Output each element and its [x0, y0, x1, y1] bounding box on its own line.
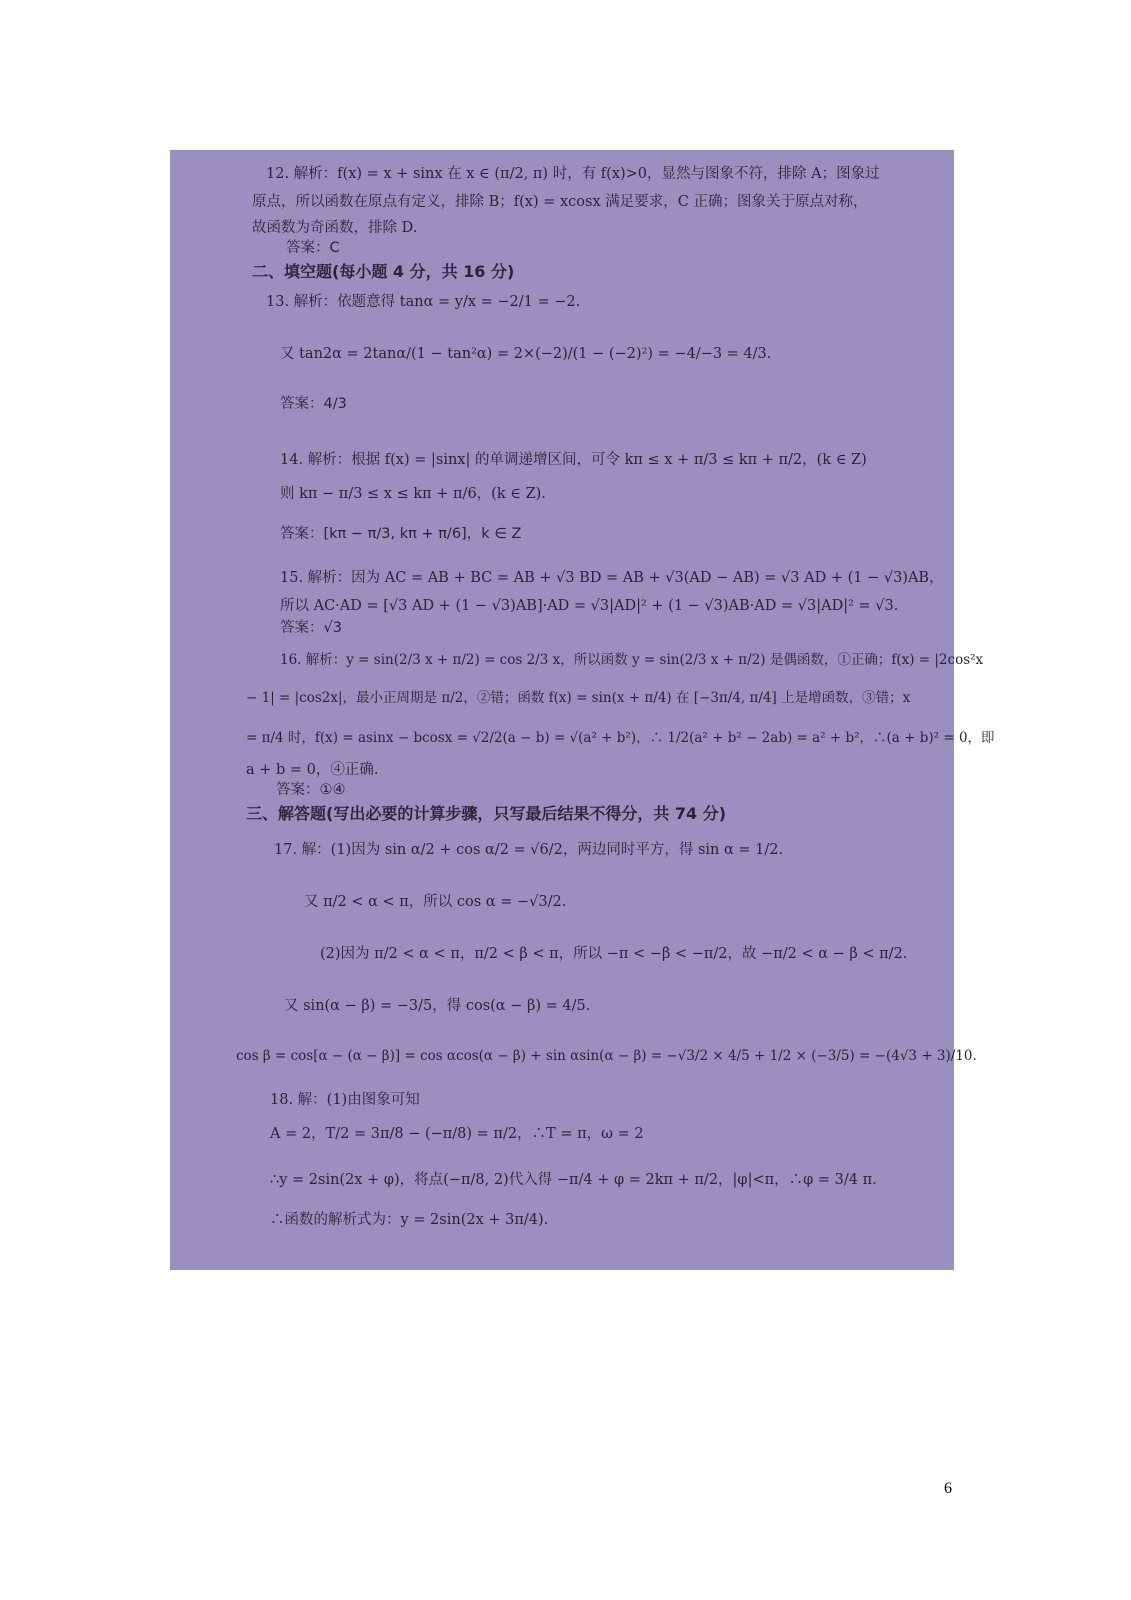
page-number: 6	[944, 1480, 952, 1497]
text-line: 故函数为奇函数，排除 D.	[252, 220, 418, 236]
section-heading: 二、填空题(每小题 4 分，共 16 分)	[252, 262, 515, 281]
answer: 答案：[kπ − π/3, kπ + π/6]，k ∈ Z	[280, 526, 522, 542]
text-line: A = 2，T/2 = 3π/8 − (−π/8) = π/2，∴T = π，ω = 2	[270, 1126, 644, 1142]
scanned-photo	[170, 150, 995, 1270]
text-line: 16. 解析：y = sin(2/3 x + π/2) = cos 2/3 x，所以函数 y = sin(2/3 x + π/2) 是偶函数，①正确；f(x) = |2cos²x	[280, 652, 984, 668]
text-line: = π/4 时，f(x) = asinx − bcosx = √2/2(a − b) = √(a² + b²)，∴ 1/2(a² + b² − 2ab) = a² + b²，∴(a + b)² = 0，即	[246, 730, 995, 746]
text-line: 14. 解析：根据 f(x) = |sinx| 的单调递增区间，可令 kπ ≤ x + π/3 ≤ kπ + π/2，(k ∈ Z)	[280, 452, 867, 468]
answer: 答案：√3	[280, 620, 342, 636]
text-line: (2)因为 π/2 < α < π，π/2 < β < π，所以 −π < −β < −π/2，故 −π/2 < α − β < π/2.	[320, 946, 908, 962]
text-line: 原点，所以函数在原点有定义，排除 B；f(x) = xcosx 满足要求，C 正确；图象关于原点对称，	[252, 194, 868, 210]
text-line: 17. 解：(1)因为 sin α/2 + cos α/2 = √6/2，两边同时平方，得 sin α = 1/2.	[274, 842, 784, 858]
text-line: 13. 解析：依题意得 tanα = y/x = −2/1 = −2.	[266, 294, 581, 310]
answer: 答案：①④	[276, 782, 346, 798]
section-heading: 三、解答题(写出必要的计算步骤，只写最后结果不得分，共 74 分)	[246, 804, 727, 823]
answer: 答案：4/3	[280, 396, 347, 412]
text-line: 又 tan2α = 2tanα/(1 − tan²α) = 2×(−2)/(1 − (−2)²) = −4/−3 = 4/3.	[280, 346, 772, 362]
text-line: 又 sin(α − β) = −3/5，得 cos(α − β) = 4/5.	[284, 998, 591, 1014]
text-line: 则 kπ − π/3 ≤ x ≤ kπ + π/6，(k ∈ Z).	[280, 486, 546, 502]
text-line: 18. 解：(1)由图象可知	[270, 1092, 420, 1108]
text-line: 15. 解析：因为 AC = AB + BC = AB + √3 BD = AB + √3(AD − AB) = √3 AD + (1 − √3)AB，	[280, 570, 944, 586]
text-line: a + b = 0，④正确.	[246, 762, 379, 778]
text-line: − 1| = |cos2x|，最小正周期是 π/2，②错；函数 f(x) = sin(x + π/4) 在 [−3π/4, π/4] 上是增函数，③错；x	[246, 690, 911, 706]
text-line: cos β = cos[α − (α − β)] = cos αcos(α − β) + sin αsin(α − β) = −√3/2 × 4/5 + 1/2 × (−3/5) = −(4√3 + 3)/10.	[236, 1048, 977, 1064]
text-line: 又 π/2 < α < π，所以 cos α = −√3/2.	[304, 894, 567, 910]
answer: 答案：C	[286, 240, 340, 256]
text-line: ∴函数的解析式为：y = 2sin(2x + 3π/4).	[270, 1212, 549, 1228]
text-line: ∴y = 2sin(2x + φ)，将点(−π/8, 2)代入得 −π/4 + φ = 2kπ + π/2，|φ|<π，∴φ = 3/4 π.	[270, 1172, 877, 1188]
text-line: 12. 解析：f(x) = x + sinx 在 x ∈ (π/2, π) 时，有 f(x)>0，显然与图象不符，排除 A；图象过	[266, 166, 880, 182]
text-line: 所以 AC·AD = [√3 AD + (1 − √3)AB]·AD = √3|AD|² + (1 − √3)AB·AD = √3|AD|² = √3.	[280, 598, 899, 614]
